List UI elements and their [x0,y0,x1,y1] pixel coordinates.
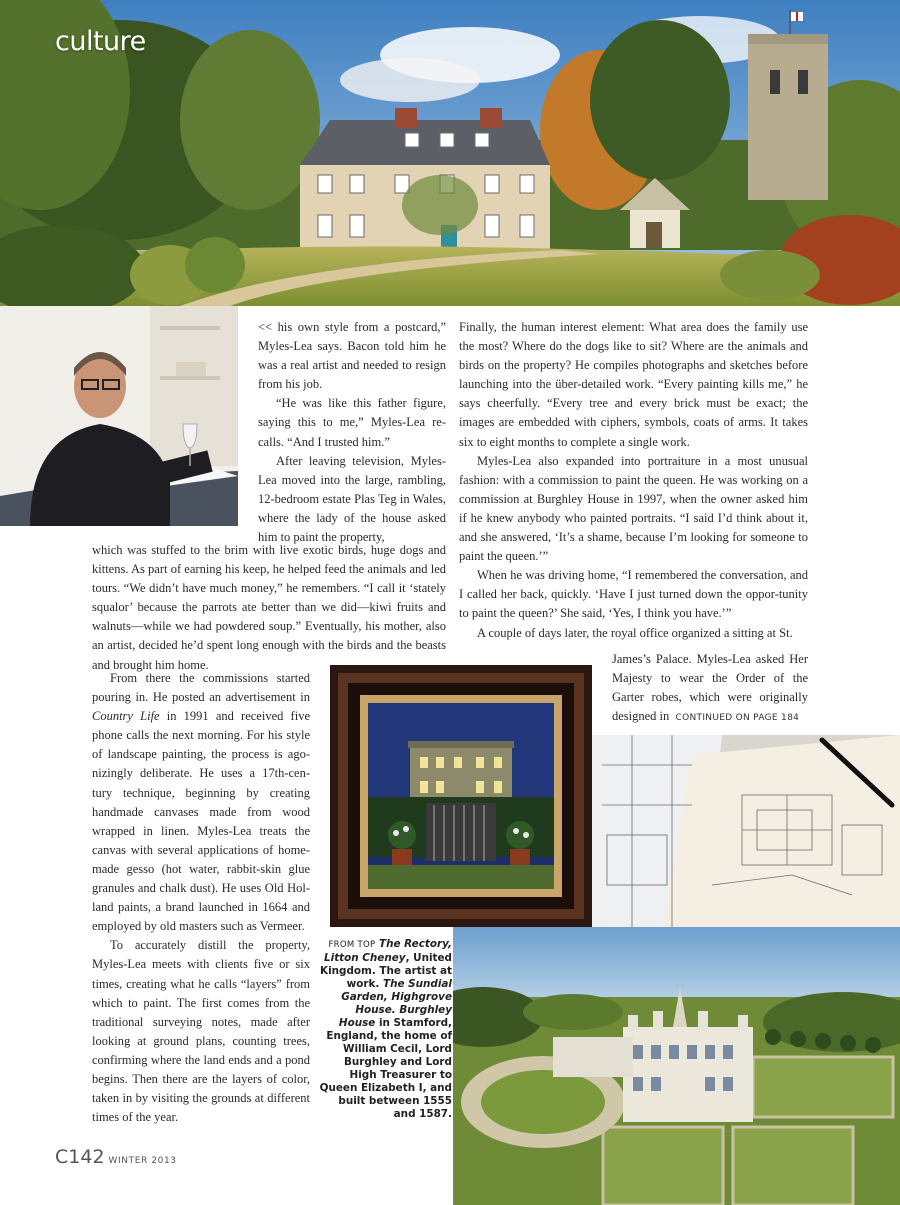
paragraph [92,669,310,936]
issue-date: WINTER 2013 [108,1156,177,1166]
photo-caption [318,938,452,1121]
paragraph: which was stuffed to the brim with live exotic birds, huge dogs and kittens. As part of earning his keep, he helped feed the animals and led tours. “We didn’t have much money,” he remembers. “I call it ‘stately squalor’ because the parrots ate better than we did—kiwi fruits and walnuts—while we had powdered soup.” Eventually, his mother, also an artist, decided he’d spent long enough with the birds and the beasts and brought him home. [92,543,446,672]
continued-jump: CONTINUED ON PAGE 184 [675,713,800,724]
paragraph: Myles-Lea also expanded into portraiture in a most unusual fashion: with a commission to paint the queen. He was working on a commission at Burghley House in 1997, when the owner asked him if he knew anybody who painted portraits. “I said I’d think about it, and she answered, ‘It’s a shame, because I’m looking for someone to paint the queen.’” [459,453,808,564]
caption-text: , United Kingdom. The artist at work. [320,952,452,990]
text-run: in 1991 and received five phone calls the next morning. For his style of landscape painting, the process is ago-nizingly deliberate. He uses a 17th-cen-tury technique, beginning by creating handmade canvases made from wood wrapped in linen. Myles-Lea treats the canvas with several applications of home-made gesso (hot water, rabbit-skin glue granules and chalk dust). He uses Old Hol-land paints, a brand launched in 1664 and employed by old masters such as Vermeer. [92,709,310,934]
sketches-photo [592,735,900,927]
artist-photo [0,306,238,526]
body-column-right-continued [612,650,808,728]
section-label: culture [55,26,146,57]
body-column-c [92,669,310,1127]
framed-highgrove-painting [330,665,592,927]
caption-text: in Stamford, England, the home of William Cecil, Lord Burghley and Lord High Treasurer to Queen Elizabeth I, and built between 1555 and 1587. [319,1017,452,1120]
body-column-right [459,318,808,643]
magazine-title: Country Life [92,709,160,724]
paragraph: << his own style from a postcard,” Myles-Lea says. Bacon told him he was a real artist and needed to resign from his job. [258,320,446,392]
paragraph: To accurately distill the property, Myles-Lea meets with clients five or six times, creating what he calls “layers” from which to paint. The first comes from the traditional surveying notes, made after looking at ground plans, counting trees, confirming where the land ends and a pond begins. Then there are the layers of color, taken in by visiting the grounds at different times of the year. [92,938,310,1125]
page-number: C142 [55,1146,105,1168]
text-run: James’s Palace. Myles-Lea asked Her Majesty to wear the Order of the Garter robes, which were originally designed in [612,652,808,724]
caption-title: The Sundial Garden, Highgrove House. Burghley House [338,978,452,1029]
paragraph: After leaving television, Myles-Lea moved into the large, rambling, 12-bedroom estate Plas Teg in Wales, where the lady of the house asked him to paint the property, [258,453,446,545]
paragraph: “He was like this father figure, saying this to me,” Myles-Lea re-calls. “And I trusted him.” [258,396,446,449]
paragraph: Finally, the human interest element: What area does the family use the most? Where do the dogs like to sit? Where are the animals and birds on the property? He compiles photographs and sketches before launching into the über-detailed work. “Every painting kills me,” he says cheerfully. “Every tree and every brick must be exact; the images are embedded with ciphers, symbols, coats of arms. It takes six to eight months to complete a single work. [459,320,808,449]
caption-title: The Rectory, Litton Cheney [324,938,452,964]
burghley-house-painting [453,927,900,1205]
body-column-a [258,318,446,547]
page-folio [55,1146,177,1168]
paragraph: A couple of days later, the royal office organized a sitting at St. [477,625,793,640]
text-run: From there the commissions started pouring in. He posted an advertisement in [92,671,310,705]
caption-lead: FROM TOP [328,940,376,950]
paragraph: When he was driving home, “I remembered the conversation, and I called her back, quickly. ‘Have I just turned down the oppor-tunity to paint the queen?’ She said, ‘Yes, I think you have.’” [459,568,808,621]
paragraph [612,650,808,728]
body-column-b [92,541,446,675]
